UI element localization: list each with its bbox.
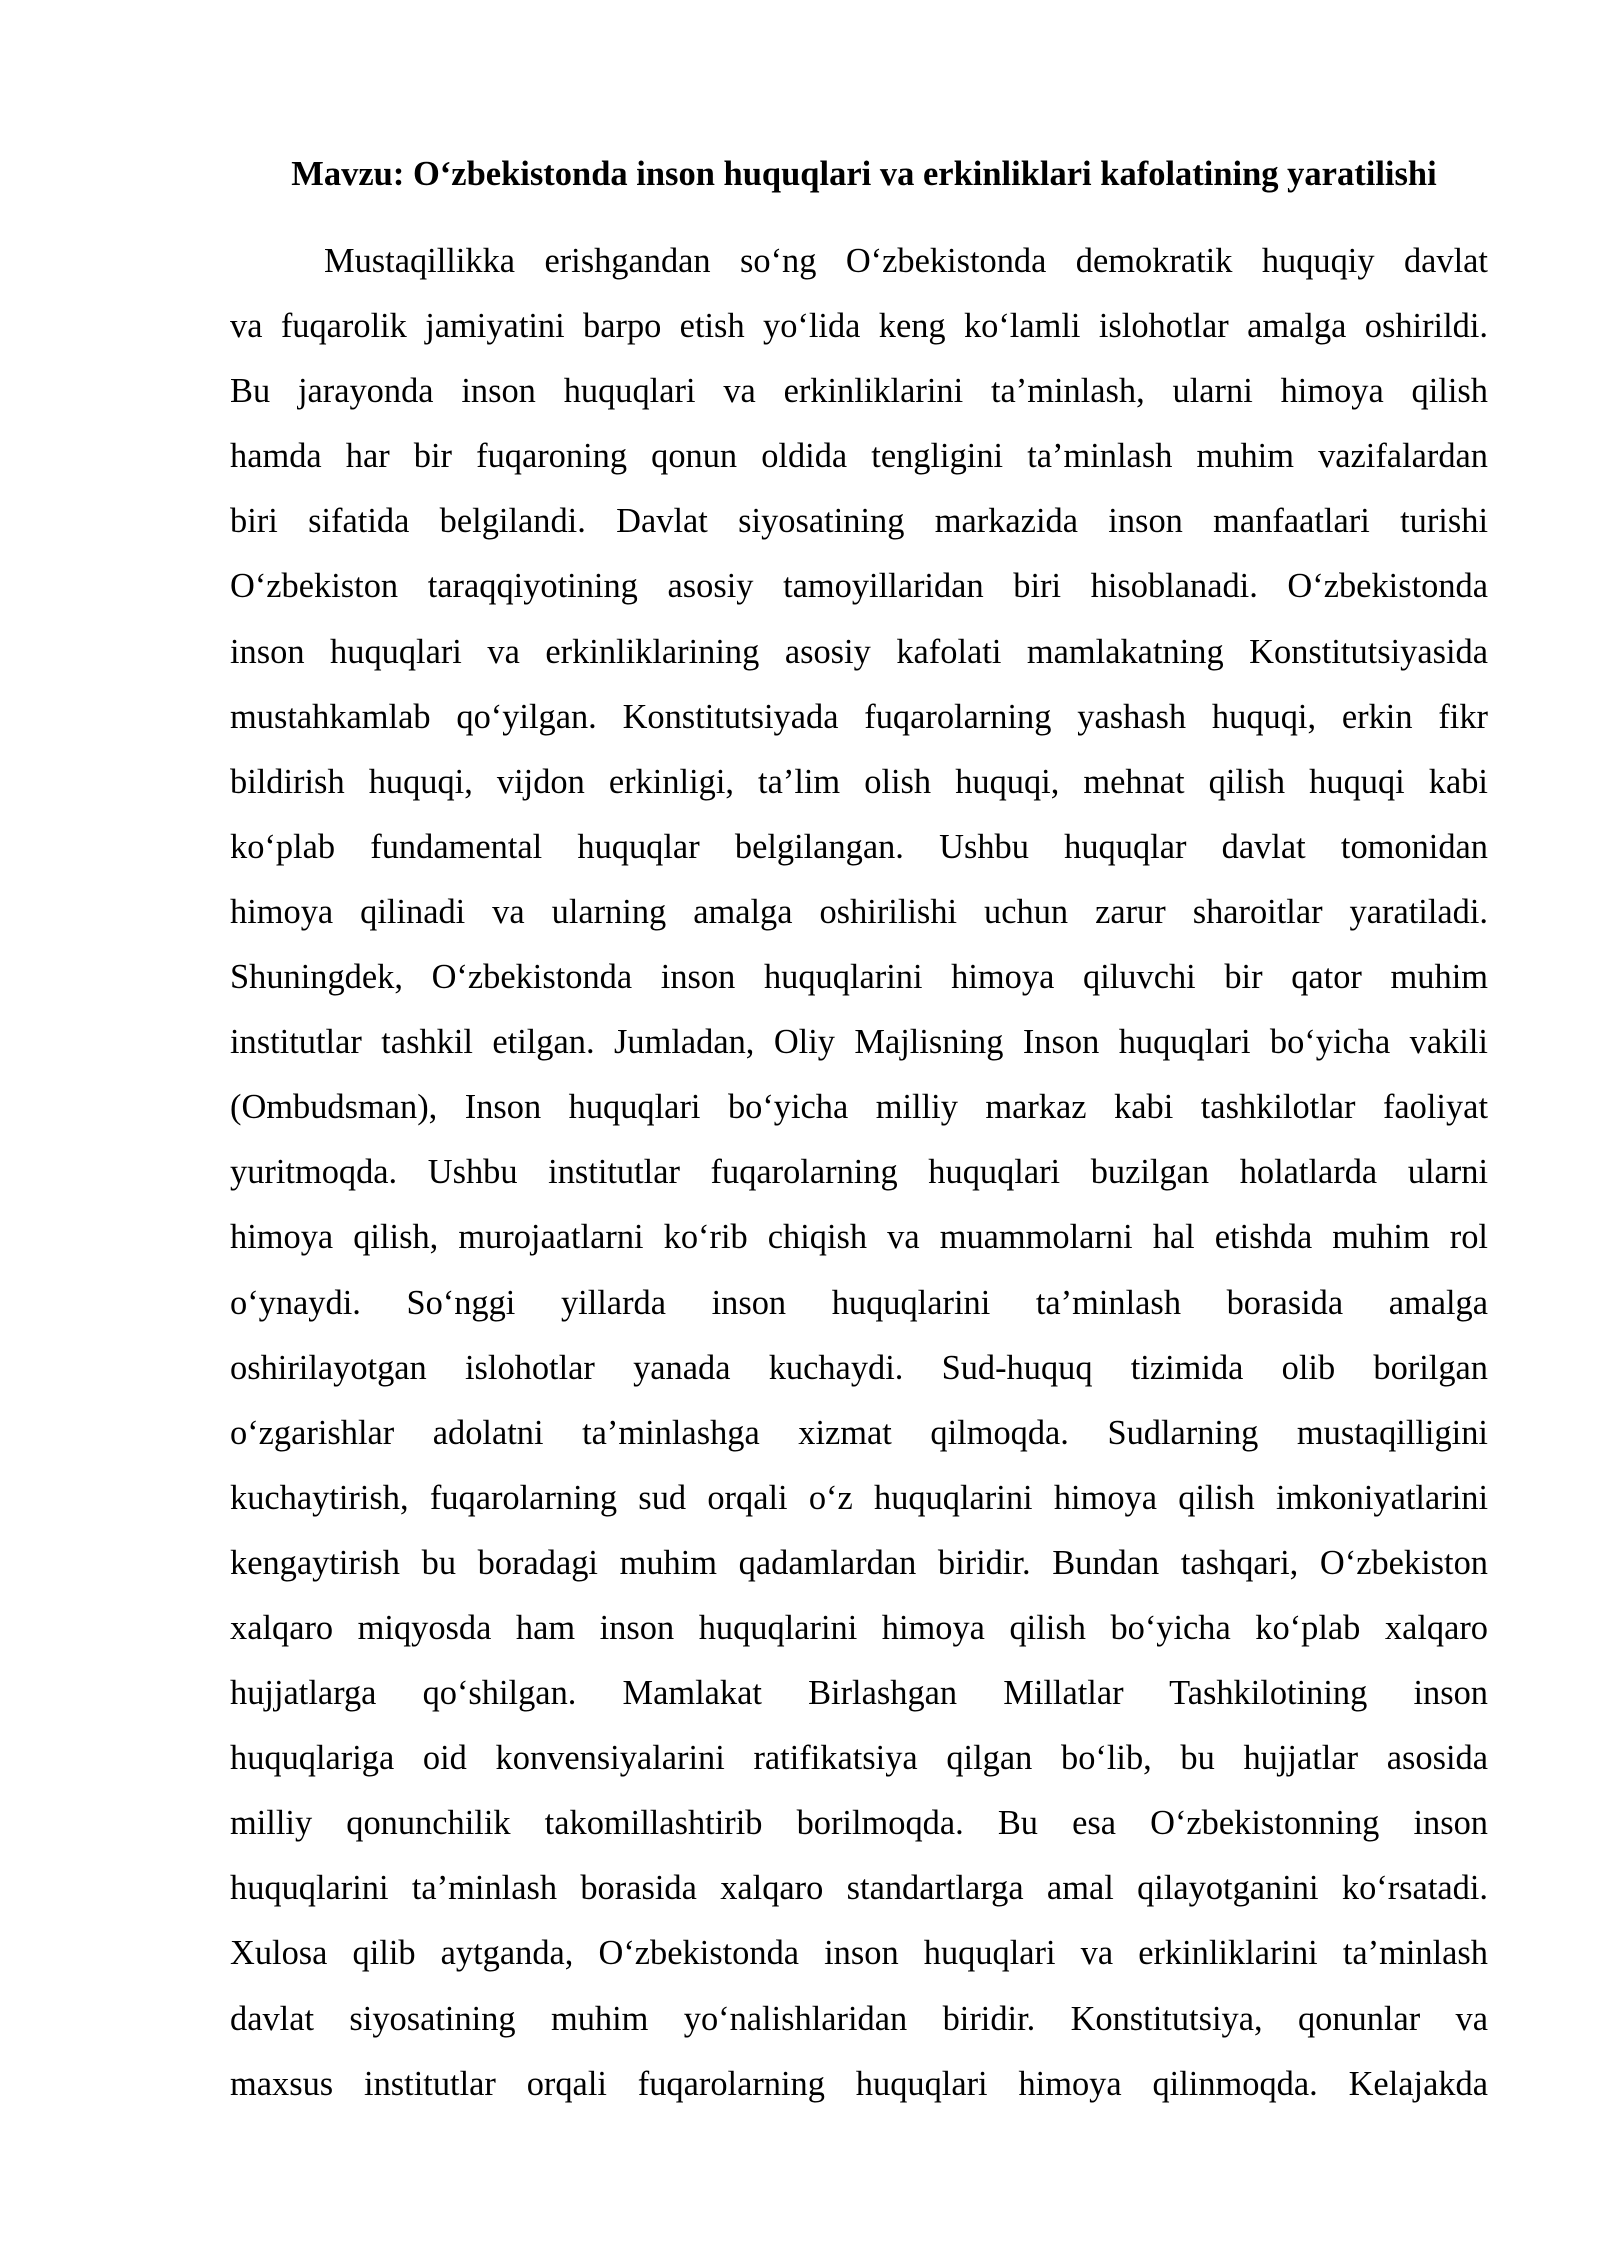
body-line: huquqlariga oid konvensiyalarini ratifikatsiya qilgan bo‘lib, bu hujjatlar asosida (230, 1739, 1488, 1778)
body-line: davlat siyosatining muhim yo‘nalishlaridan biridir. Konstitutsiya, qonunlar va (230, 1999, 1488, 2038)
body-line: Xulosa qilib aytganda, O‘zbekistonda inson huquqlari va erkinliklarini ta’minlash (230, 1934, 1488, 1973)
body-line: hamda har bir fuqaroning qonun oldida tengligini ta’minlash muhim vazifalardan (230, 437, 1488, 476)
body-line: va fuqarolik jamiyatini barpo etish yo‘lida keng ko‘lamli islohotlar amalga oshirildi. (230, 307, 1488, 346)
document-title: Mavzu: O‘zbekistonda inson huquqlari va erkinliklari kafolatining yaratilishi (291, 155, 1437, 193)
body-line: oshirilayotgan islohotlar yanada kuchaydi. Sud-huquq tizimida olib borilgan (230, 1348, 1488, 1387)
body-line: maxsus institutlar orqali fuqarolarning huquqlari himoya qilinmoqda. Kelajakda (230, 2064, 1488, 2103)
body-line: Shuningdek, O‘zbekistonda inson huquqlarini himoya qiluvchi bir qator muhim (230, 958, 1488, 997)
body-line: hujjatlarga qo‘shilgan. Mamlakat Birlashgan Millatlar Tashkilotining inson (230, 1674, 1488, 1713)
body-line: mustahkamlab qo‘yilgan. Konstitutsiyada fuqarolarning yashash huquqi, erkin fikr (230, 697, 1488, 736)
body-line: kuchaytirish, fuqarolarning sud orqali o‘z huquqlarini himoya qilish imkoniyatlarini (230, 1478, 1488, 1517)
body-line: institutlar tashkil etilgan. Jumladan, Oliy Majlisning Inson huquqlari bo‘yicha vakili (230, 1023, 1488, 1062)
body-line: himoya qilinadi va ularning amalga oshirilishi uchun zarur sharoitlar yaratiladi. (230, 892, 1488, 931)
body-line: bildirish huquqi, vijdon erkinligi, ta’lim olish huquqi, mehnat qilish huquqi kabi (230, 762, 1488, 801)
body-line: yuritmoqda. Ushbu institutlar fuqarolarning huquqlari buzilgan holatlarda ularni (230, 1153, 1488, 1192)
body-line: inson huquqlari va erkinliklarining asosiy kafolati mamlakatning Konstitutsiyasida (230, 632, 1488, 671)
body-line: o‘zgarishlar adolatni ta’minlashga xizmat qilmoqda. Sudlarning mustaqilligini (230, 1413, 1488, 1452)
body-line: huquqlarini ta’minlash borasida xalqaro standartlarga amal qilayotganini ko‘rsatadi. (230, 1869, 1488, 1908)
body-line: O‘zbekiston taraqqiyotining asosiy tamoyillaridan biri hisoblanadi. O‘zbekistonda (230, 567, 1488, 606)
body-line: Bu jarayonda inson huquqlari va erkinliklarini ta’minlash, ularni himoya qilish (230, 372, 1488, 411)
document-body (230, 235, 1488, 2123)
body-line: himoya qilish, murojaatlarni ko‘rib chiqish va muammolarni hal etishda muhim rol (230, 1218, 1488, 1257)
body-line: o‘ynaydi. So‘nggi yillarda inson huquqlarini ta’minlash borasida amalga (230, 1283, 1488, 1322)
body-line: ko‘plab fundamental huquqlar belgilangan. Ushbu huquqlar davlat tomonidan (230, 827, 1488, 866)
body-line: xalqaro miqyosda ham inson huquqlarini himoya qilish bo‘yicha ko‘plab xalqaro (230, 1608, 1488, 1647)
body-line: biri sifatida belgilandi. Davlat siyosatining markazida inson manfaatlari turishi (230, 502, 1488, 541)
body-line: (Ombudsman), Inson huquqlari bo‘yicha milliy markaz kabi tashkilotlar faoliyat (230, 1088, 1488, 1127)
body-line: milliy qonunchilik takomillashtirib borilmoqda. Bu esa O‘zbekistonning inson (230, 1804, 1488, 1843)
body-line: Mustaqillikka erishgandan so‘ng O‘zbekistonda demokratik huquqiy davlat (324, 242, 1488, 280)
body-line: kengaytirish bu boradagi muhim qadamlardan biridir. Bundan tashqari, O‘zbekiston (230, 1543, 1488, 1582)
